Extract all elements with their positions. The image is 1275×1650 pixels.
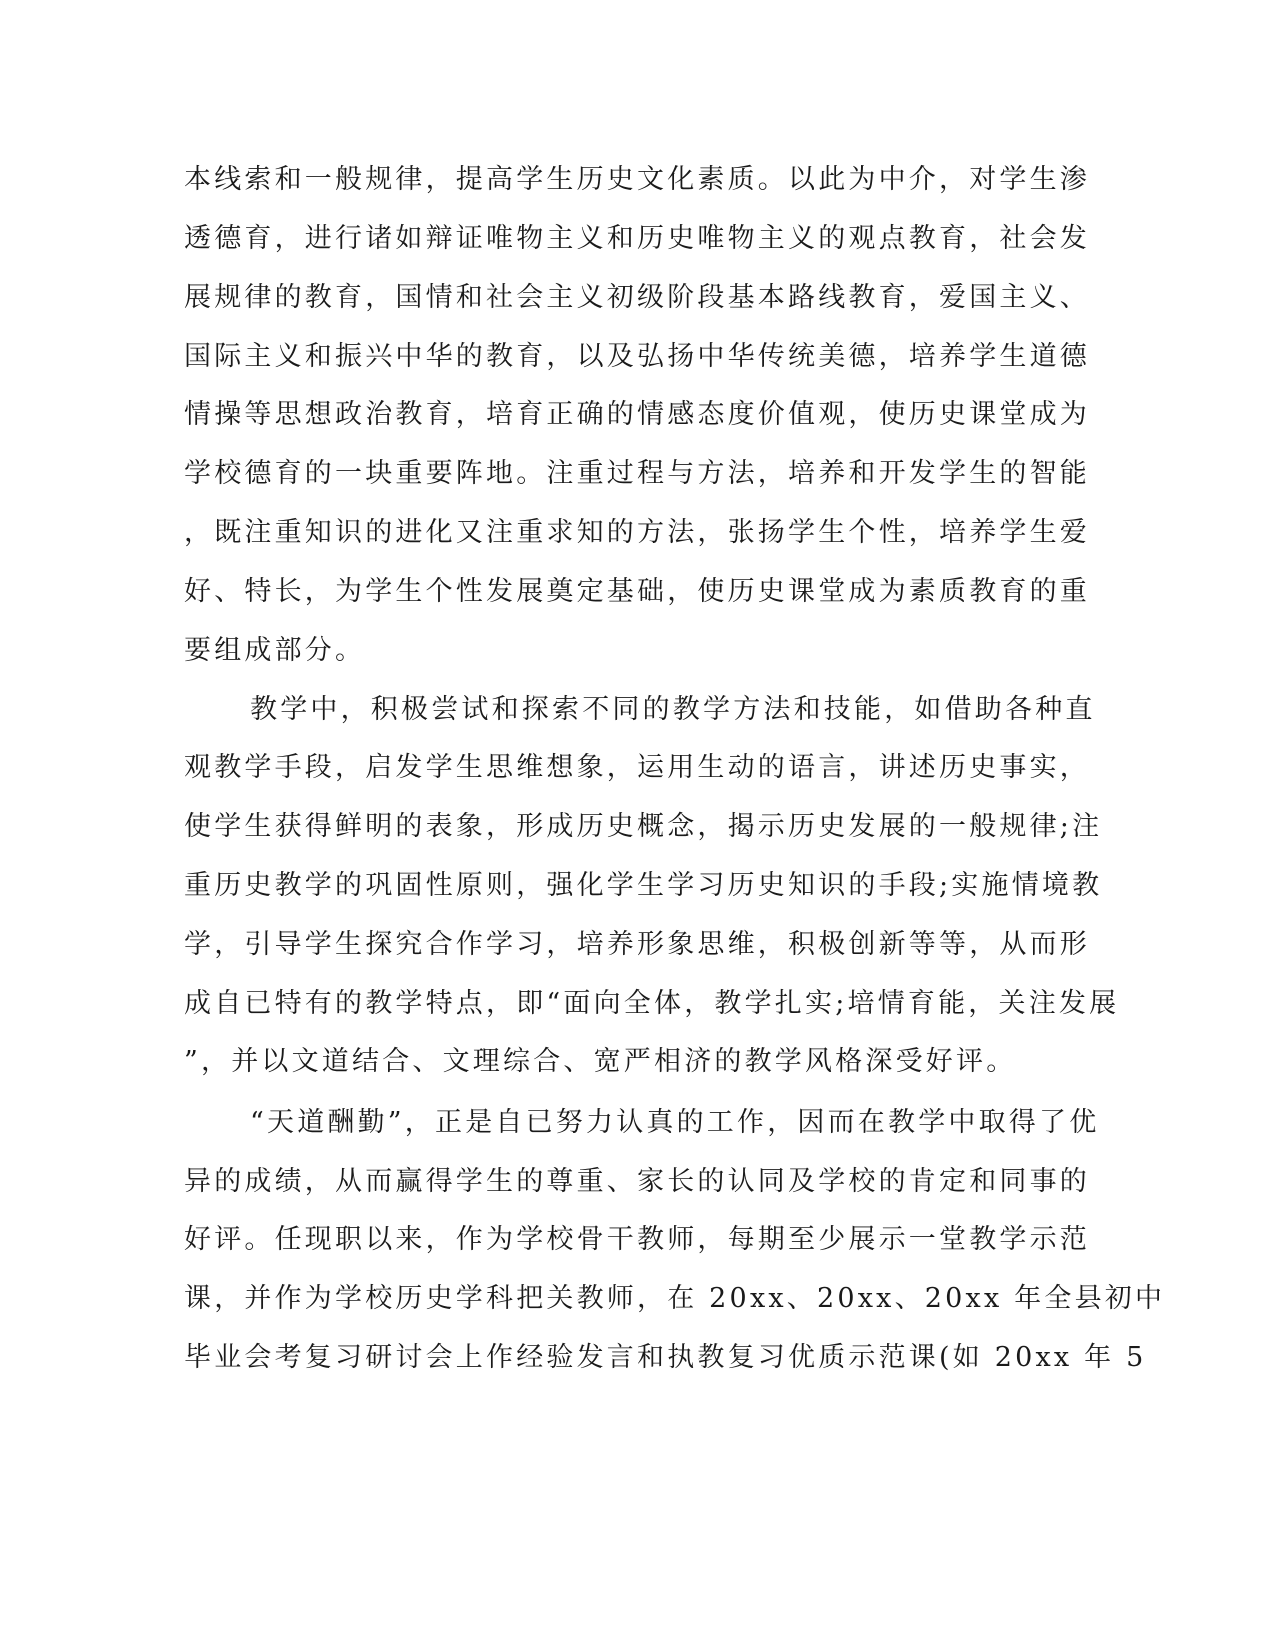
paragraph-first-line: “天道酬勤”，正是自已努力认真的工作，因而在教学中取得了优 — [250, 1107, 1100, 1138]
text-line: 观教学手段，启发学生思维想象，运用生动的语言，讲述历史事实， — [184, 752, 1090, 783]
text-line: 课，并作为学校历史学科把关教师，在 20xx、20xx、20xx 年全县初中 — [184, 1283, 1166, 1314]
text-line: 要组成部分。 — [184, 635, 366, 666]
text-line: 透德育，进行诸如辩证唯物主义和历史唯物主义的观点教育，社会发 — [184, 223, 1090, 254]
paragraph-first-line: 教学中，积极尝试和探索不同的教学方法和技能，如借助各种直 — [250, 694, 1096, 725]
text-line: 重历史教学的巩固性原则，强化学生学习历史知识的手段;实施情境教 — [184, 870, 1103, 901]
text-line: 使学生获得鲜明的表象，形成历史概念，揭示历史发展的一般规律;注 — [184, 811, 1103, 842]
text-line: 国际主义和振兴中华的教育，以及弘扬中华传统美德，培养学生道德 — [184, 341, 1090, 372]
text-line: 好评。任现职以来，作为学校骨干教师，每期至少展示一堂教学示范 — [184, 1224, 1090, 1255]
text-line: ，既注重知识的进化又注重求知的方法，张扬学生个性，培养学生爱 — [184, 517, 1090, 548]
text-line: 毕业会考复习研讨会上作经验发言和执教复习优质示范课(如 20xx 年 5 — [184, 1342, 1147, 1373]
text-line: 好、特长，为学生个性发展奠定基础，使历史课堂成为素质教育的重 — [184, 576, 1090, 607]
text-line: 成自已特有的教学特点，即“面向全体，教学扎实;培情育能，关注发展 — [184, 988, 1120, 1019]
text-line: 异的成绩，从而赢得学生的尊重、家长的认同及学校的肯定和同事的 — [184, 1166, 1090, 1197]
text-line: 学，引导学生探究合作学习，培养形象思维，积极创新等等，从而形 — [184, 929, 1090, 960]
text-line: 本线索和一般规律，提高学生历史文化素质。以此为中介，对学生渗 — [184, 164, 1090, 195]
text-line: 展规律的教育，国情和社会主义初级阶段基本路线教育，爱国主义、 — [184, 282, 1090, 313]
text-line: ”，并以文道结合、文理综合、宽严相济的教学风格深受好评。 — [184, 1046, 1017, 1077]
text-line: 学校德育的一块重要阵地。注重过程与方法，培养和开发学生的智能 — [184, 458, 1090, 489]
text-line: 情操等思想政治教育，培育正确的情感态度价值观，使历史课堂成为 — [184, 399, 1090, 430]
